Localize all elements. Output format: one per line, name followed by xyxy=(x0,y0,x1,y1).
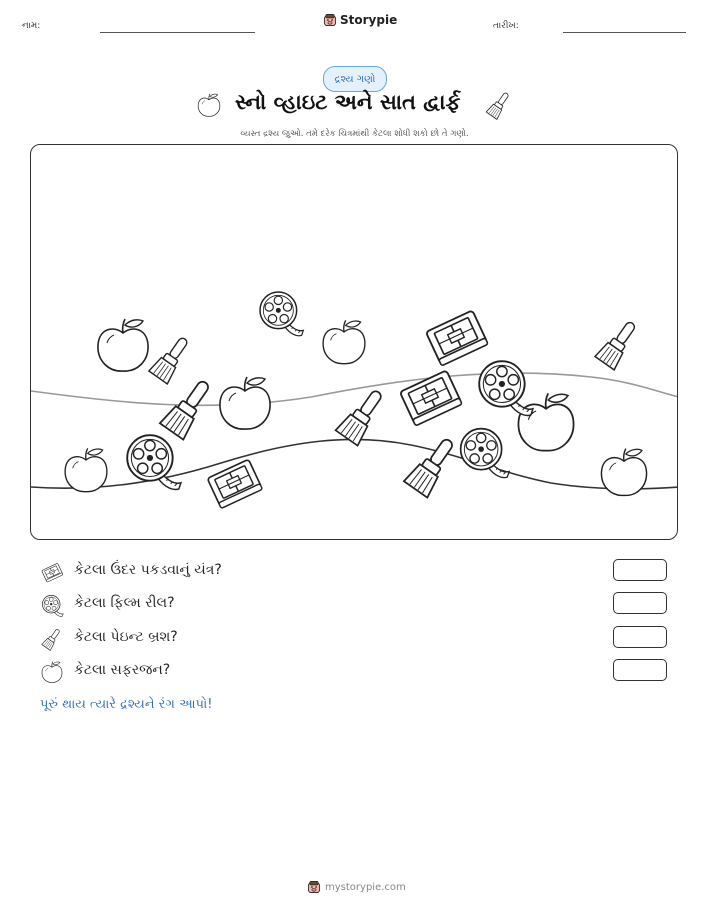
storypie-logo-icon xyxy=(307,880,321,894)
apple-6 xyxy=(601,449,646,496)
film-reel-icon xyxy=(40,593,64,617)
apple-5 xyxy=(65,448,107,491)
film-reel-1 xyxy=(260,292,303,336)
question-paint-brush xyxy=(40,626,670,652)
brand-name: Storypie xyxy=(340,13,398,27)
title-row xyxy=(0,88,709,124)
paint-brush-icon xyxy=(484,90,514,120)
activity-badge: દ્રશ્ય ગણો xyxy=(323,66,387,92)
site-url[interactable]: mystorypie.com xyxy=(325,881,406,893)
film-reel-3 xyxy=(127,435,181,489)
scene-drawing xyxy=(31,145,678,540)
question-text: કેટલા ઉંદર પકડવાનું યંત્ર? xyxy=(74,562,222,578)
date-line[interactable] xyxy=(563,32,686,33)
brush-3 xyxy=(336,385,390,446)
brush-2 xyxy=(160,375,217,440)
page-title: સ્નો વ્હાઇટ અને સાત દ્વાર્ફ xyxy=(235,90,461,114)
mouse-trap-3 xyxy=(207,459,262,508)
answer-box-mouse-trap[interactable] xyxy=(613,559,667,581)
apple-icon xyxy=(196,92,222,118)
mouse-trap-2 xyxy=(400,370,462,426)
brand-logo xyxy=(323,13,397,27)
mouse-trap-icon xyxy=(40,560,64,584)
question-apple xyxy=(40,659,670,685)
question-text: કેટલા ફિલ્મ રીલ? xyxy=(74,595,175,611)
paint-brush-icon xyxy=(40,627,64,651)
mouse-trap-1 xyxy=(426,310,488,366)
brush-4 xyxy=(404,433,461,498)
coloring-note: પૂરું થાય ત્યારે દ્રશ્યને રંગ આપો! xyxy=(40,697,213,712)
instructions: વ્યસ્ત દ્રશ્ય જુઓ. તમે દરેક ચિત્રમાંથી કેટલા શોધી શકો છો તે ગણો. xyxy=(240,129,469,139)
apple-icon xyxy=(40,660,64,684)
counting-scene xyxy=(30,144,678,540)
apple-2 xyxy=(323,320,365,363)
brush-5 xyxy=(595,317,642,370)
answer-box-film-reel[interactable] xyxy=(613,592,667,614)
hill-line-back xyxy=(31,373,678,405)
question-text: કેટલા સફરજન? xyxy=(74,662,171,678)
brush-1 xyxy=(149,333,194,384)
name-label: નામ: xyxy=(22,21,41,31)
storypie-logo-icon xyxy=(323,13,337,27)
page-header xyxy=(0,0,709,50)
name-line[interactable] xyxy=(100,32,255,33)
apple-3 xyxy=(220,377,270,429)
site-footer xyxy=(307,880,406,894)
apple-1 xyxy=(98,319,148,371)
answer-box-paint-brush[interactable] xyxy=(613,626,667,648)
question-mouse-trap xyxy=(40,559,670,585)
apple-4 xyxy=(518,393,573,450)
question-film-reel xyxy=(40,592,670,618)
question-text: કેટલા પેઇન્ટ બ્રશ? xyxy=(74,629,178,645)
date-label: તારીખ: xyxy=(493,21,519,31)
answer-box-apple[interactable] xyxy=(613,659,667,681)
